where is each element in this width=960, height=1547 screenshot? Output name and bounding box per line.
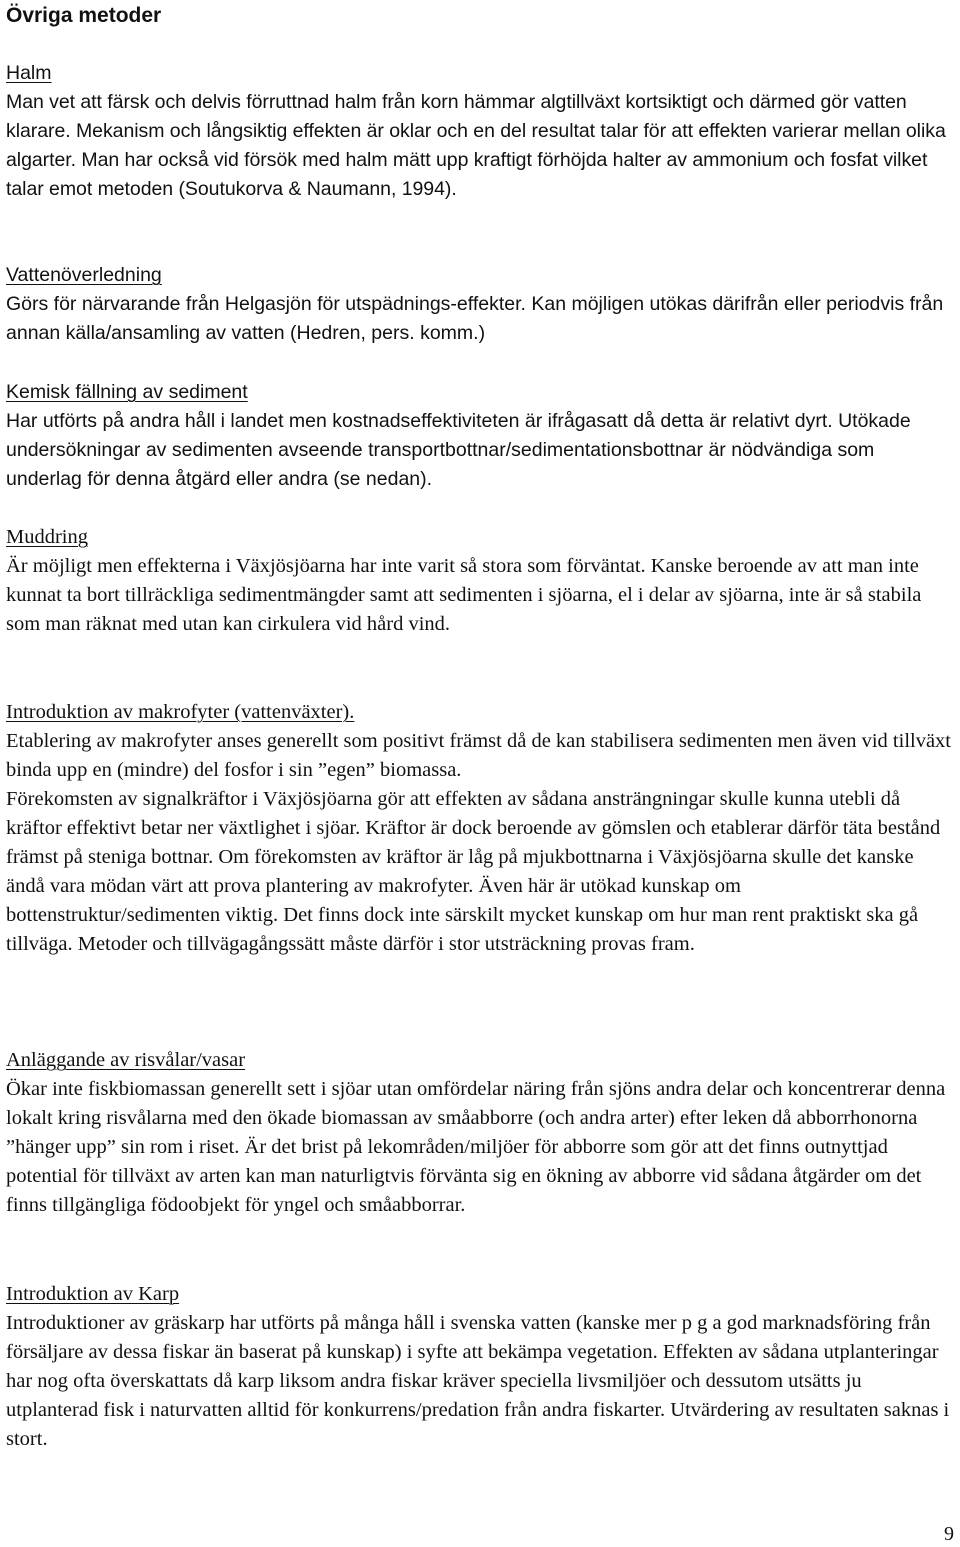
page-heading: Övriga metoder	[6, 4, 162, 27]
section-title: Muddring	[6, 526, 88, 548]
section-karp	[6, 1280, 954, 1454]
section-paragraph: Man vet att färsk och delvis förruttnad halm från korn hämmar algtillväxt kortsiktigt och därmed gör vatten klarare. Mekanism och långsiktig effekten är oklar och en del resultat talar för att effekten varierar mellan olika algarter. Man har också vid försök med halm mätt upp kraftigt förhöjda halter av ammonium och fosfat vilket talar emot metoden (Soutukorva & Naumann, 1994).	[6, 91, 946, 200]
section-paragraph: Ökar inte fiskbiomassan generellt sett i sjöar utan omfördelar näring från sjöns andra delar och koncentrerar denna lokalt kring risvålarna med den ökade biomassan av småabborre (och andra arter) efter leken då abborrhonorna ”hänger upp” sin rom i riset. Är det brist på lekområden/miljöer för abborre som gör att det finns outnyttjad potential för tillväxt av arten kan man naturligtvis förvänta sig en ökning av abborre vid sådana åtgärder om det finns tillgängliga födoobjekt för yngel och småabborrar.	[6, 1078, 946, 1216]
section-paragraph: Har utförts på andra håll i landet men kostnadseffektiviteten är ifrågasatt då detta är relativt dyrt. Utökade undersökningar av sedimenten avseende transportbottnar/sedimentationsbottnar är nödvändiga som underlag för denna åtgärd eller andra (se nedan).	[6, 410, 911, 490]
section-title: Introduktion av Karp	[6, 1283, 180, 1305]
section-paragraph: Förekomsten av signalkräftor i Växjösjöarna gör att effekten av sådana ansträngningar skulle kunna utebli då kräftor effektivt betar ner växtlighet i sjöar. Kräftor är dock beroende av gömslen och etablerar därför täta bestånd främst på steniga bottnar. Om förekomsten av kräftor är låg på mjukbottnarna i Växjösjöarna skulle det kanske ändå vara mödan värt att prova plantering av makrofyter. Även här är utökad kunskap om bottenstruktur/sedimenten viktig. Det finns dock inte särskilt mycket kunskap om hur man rent praktiskt ska gå tillväga. Metoder och tillvägagångssätt måste därför i stor utsträckning provas fram.	[6, 788, 941, 955]
section-paragraph: Etablering av makrofyter anses generellt som positivt främst då de kan stabilisera sedimenten men även vid tillväxt binda upp en (mindre) del fosfor i sin ”egen” biomassa.	[6, 730, 952, 781]
section-paragraph: Introduktioner av gräskarp har utförts på många håll i svenska vatten (kanske mer p g a god marknadsföring från försäljare av dessa fiskar än baserat på kunskap) i syfte att bekämpa vegetation. Effekten av sådana utplanteringar har nog ofta överskattats då karp liksom andra fiskar kräver speciella livsmiljöer och dessutom utsätts ju utplanterad fisk i naturvatten alltid för konkurrens/predation från andra fiskarter. Utvärdering av resultaten saknas i stort.	[6, 1312, 950, 1450]
section-risvalar	[6, 1046, 954, 1220]
section-vattenoverledning	[6, 261, 954, 348]
section-title: Vattenöverledning	[6, 264, 162, 286]
section-paragraph: Görs för närvarande från Helgasjön för utspädnings-effekter. Kan möjligen utökas därifrån eller periodvis från annan källa/ansamling av vatten (Hedren, pers. komm.)	[6, 293, 944, 344]
section-title: Introduktion av makrofyter (vattenväxter).	[6, 701, 355, 723]
page-number: 9	[944, 1523, 954, 1545]
section-title: Kemisk fällning av sediment	[6, 381, 248, 403]
section-title: Anläggande av risvålar/vasar	[6, 1049, 246, 1071]
section-halm	[6, 59, 954, 204]
section-paragraph: Är möjligt men effekterna i Växjösjöarna har inte varit så stora som förväntat. Kanske beroende av att man inte kunnat ta bort tillräckliga sedimentmängder samt att sedimenten i sjöarna, el i delar av sjöarna, inte är så stabila som man räknat med utan kan cirkulera vid hård vind.	[6, 555, 922, 635]
section-kemisk-fallning	[6, 378, 954, 494]
section-makrofyter	[6, 698, 954, 959]
section-muddring	[6, 523, 954, 639]
section-title: Halm	[6, 62, 52, 84]
